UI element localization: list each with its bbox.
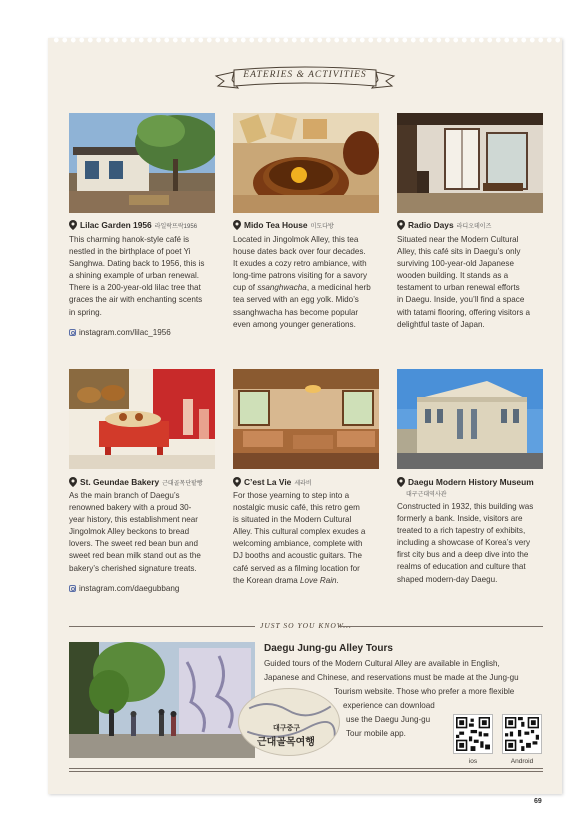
tours-line-4: experience can download — [343, 701, 435, 710]
divider-line-right — [338, 626, 543, 627]
tours-line-5: use the Daegu Jung-gu — [346, 715, 431, 724]
divider-line-left — [69, 626, 255, 627]
card-title-st-geundae: St. Geundae Bakery 근대골목단팥빵 — [69, 477, 203, 487]
spiral-perforation — [52, 35, 560, 45]
card-body-radio-days: Situated near the Modern Cultural Alley, this café sits in Daegu’s only surviving 100-year-old Japanese wooden building. It stands as a testament to urban renewal efforts in Daegu. Inside, you’ll find a space with tatami flooring, offering visitors a delightful taste of Japan. — [397, 235, 531, 329]
qr-code-android[interactable] — [502, 714, 542, 754]
qr-code-ios[interactable] — [453, 714, 493, 754]
location-pin-icon — [397, 220, 405, 230]
divider-label: JUST SO YOU KNOW... — [260, 621, 352, 630]
stamp-text-line2: 근대골목여행 — [257, 737, 315, 748]
location-pin-icon — [397, 477, 405, 487]
tours-line-3: Tourism website. Those who prefer a more flexible — [334, 687, 515, 696]
card-body-lilac-garden: This charming hanok-style café is nestled in the birthplace of poet Yi Sanghwa. Dating back to 1956, this is a shining example of urban renewal. There is a 200-year-old lilac tree that graces the air with enchanting scents in spring. — [69, 235, 205, 317]
location-pin-icon — [69, 220, 77, 230]
tours-line-2: Japanese and Chinese, and reservations must be made at the Jung-gu — [264, 673, 519, 682]
bottom-divider-double — [69, 771, 543, 772]
page-number: 69 — [534, 798, 542, 805]
instagram-link-daegubbang[interactable]: instagram.com/daegubbang — [69, 584, 179, 593]
card-body-st-geundae: As the main branch of Daegu’s renowned bakery with a proud 30- year history, this establishment near Jingolmok Alley beckons to bread lovers. The sweet red bean bun and sweet red bean milk stand out as the bakery’s cherished signature treats. — [69, 491, 201, 573]
qr-code-icon — [456, 717, 490, 751]
location-pin-icon — [233, 220, 241, 230]
card-title-cest-la-vie: C’est La Vie 세라비 — [233, 477, 312, 487]
instagram-icon — [69, 585, 76, 592]
card-title-lilac-garden: Lilac Garden 1956 라일락뜨락1956 — [69, 220, 197, 230]
location-pin-icon — [233, 477, 241, 487]
tours-title: Daegu Jung-gu Alley Tours — [264, 643, 393, 654]
card-title-radio-days: Radio Days 라디오데이즈 — [397, 220, 491, 230]
instagram-link-lilac[interactable]: instagram.com/lilac_1956 — [69, 328, 171, 337]
tours-line-6: Tour mobile app. — [346, 729, 406, 738]
card-body-museum: Constructed in 1932, this building was formerly a bank. Inside, visitors are treated to a rich tapestry of exhibits, including a showcase of Korea’s very first city bus and a deep dive into the realms of education and culture that shaped modern-day Daegu. — [397, 502, 534, 584]
location-pin-icon — [69, 477, 77, 487]
bottom-divider — [69, 768, 543, 769]
tour-map-stamp — [238, 688, 340, 756]
tours-line-1: Guided tours of the Modern Cultural Alley are available in English, — [264, 659, 500, 668]
card-body-cest-la-vie: For those yearning to step into a nostalgic music café, this retro gem is situated in the Modern Cultural Alley. This cultural complex exudes a welcoming ambiance, complete with DJ booths and acoustic guitars. The café served as a filming location for the Korean drama Love Rain. — [233, 491, 366, 585]
qr-label-ios: ios — [468, 758, 478, 765]
card-title-museum: Daegu Modern History Museum — [397, 477, 534, 487]
alley-tour-photo — [69, 642, 255, 758]
section-title: EATERIES & ACTIVITIES — [243, 70, 367, 80]
cest-la-vie-photo — [233, 369, 379, 469]
stamp-text-line1: 대구중구 — [273, 725, 301, 732]
mido-tea-house-photo — [233, 113, 379, 213]
lilac-garden-photo — [69, 113, 215, 213]
qr-code-icon — [505, 717, 539, 751]
card-body-mido: Located in Jingolmok Alley, this tea house dates back over four decades. It exudes a cozy retro ambiance, with long-time patrons visiting for a savory cup of ssanghwacha, a medicinal herb tea served with an egg yolk. Mido’s ssanghwacha has become popular even among younger generations. — [233, 235, 371, 329]
daegu-modern-history-museum-photo — [397, 369, 543, 469]
instagram-icon — [69, 329, 76, 336]
st-geundae-bakery-photo — [69, 369, 215, 469]
card-korean-museum: 대구근대역사관 — [406, 492, 447, 498]
qr-label-android: Android — [510, 758, 534, 765]
card-title-mido: Mido Tea House 미도다방 — [233, 220, 334, 230]
radio-days-photo — [397, 113, 543, 213]
